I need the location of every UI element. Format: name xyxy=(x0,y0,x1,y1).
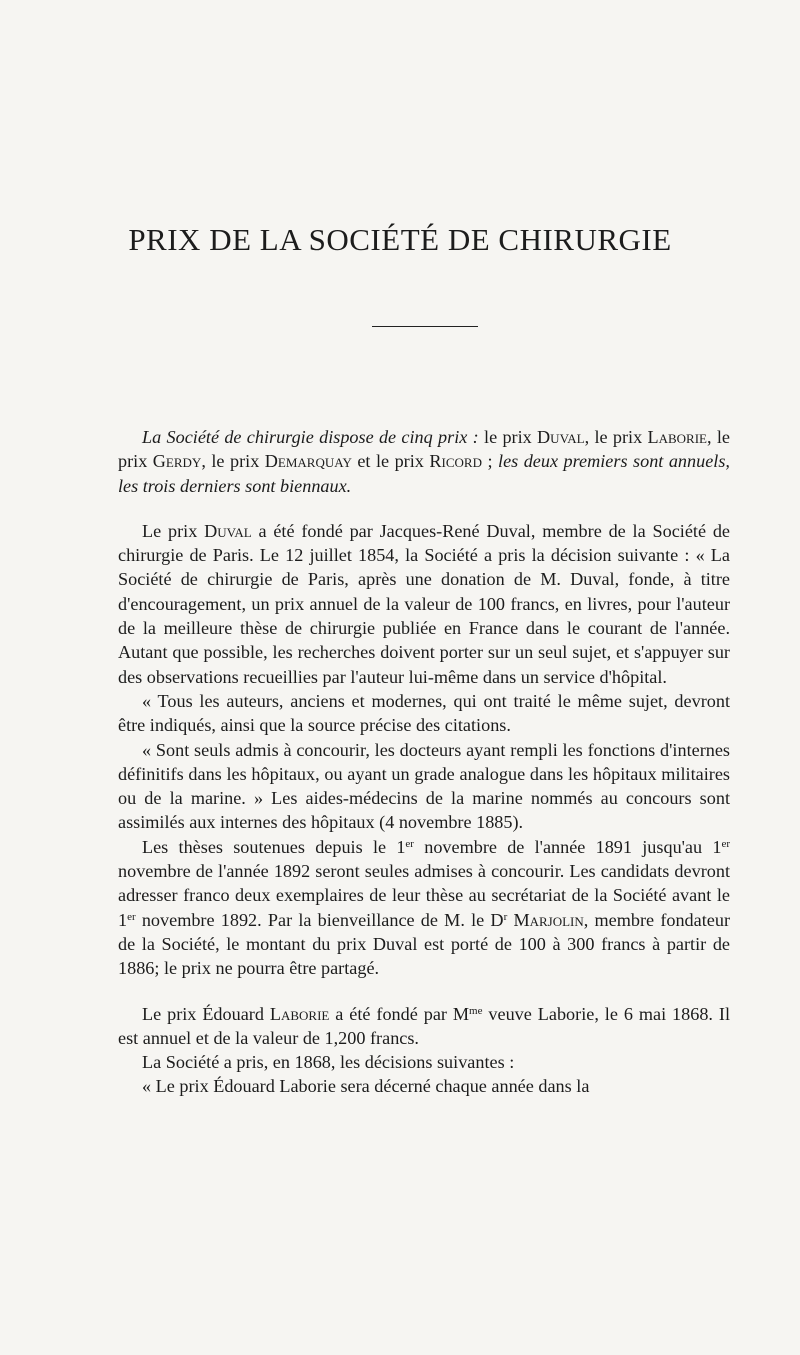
superscript: er xyxy=(721,837,730,850)
superscript: me xyxy=(469,1004,483,1017)
paragraph-text: novembre de l'année 1891 jusqu'au 1 xyxy=(413,836,722,857)
duval-paragraph-1 xyxy=(118,519,730,689)
intro-text: le prix xyxy=(484,427,538,447)
body-text xyxy=(118,425,730,1099)
intro-text: La Société de chirurgie dispose de cinq prix : xyxy=(142,427,485,447)
superscript: r xyxy=(503,910,508,923)
duval-paragraph-3: « Sont seuls admis à concourir, les docteurs ayant rempli les fonctions d'internes définitifs dans les hôpitaux, ou ayant un grade analogue dans les hôpitaux militaires ou de la marine. » Les aides-médecins de la marine nommés au concours sont assimilés aux internes des hôpitaux (4 novembre 1885). xyxy=(118,739,730,833)
laborie-paragraph-1 xyxy=(118,1002,730,1051)
intro-text: , le prix xyxy=(201,451,265,472)
paragraph-text: , membre fondateur de la Société, le montant du prix Duval est porté de 100 à 300 francs à partir de 1886; le prix ne pourra être partagé. xyxy=(118,909,731,979)
person-name-marjolin: Marjolin xyxy=(513,909,584,930)
intro-text: les deux premiers sont annuels, les trois derniers sont biennaux. xyxy=(118,451,730,496)
intro-text: , le prix xyxy=(118,427,730,472)
intro-text: , le prix xyxy=(584,427,648,447)
prize-name-duval: Duval xyxy=(537,427,585,447)
paragraph-text: Le prix Édouard xyxy=(142,1003,270,1024)
prize-name-ricord: Ricord xyxy=(429,451,482,472)
paragraph-text: novembre 1892. Par la bienveillance de M. le D xyxy=(135,909,504,930)
duval-paragraph-2: « Tous les auteurs, anciens et modernes, qui ont traité le même sujet, devront être indiqués, ainsi que la source précise des citations. xyxy=(118,690,730,736)
prize-name-demarquay: Demarquay xyxy=(264,451,352,472)
paragraph-text: Le prix xyxy=(142,520,205,541)
paragraph-text: Les thèses soutenues depuis le 1 xyxy=(142,836,406,857)
intro-paragraph xyxy=(118,425,730,498)
title-divider xyxy=(372,326,478,327)
laborie-paragraph-2: La Société a pris, en 1868, les décisions suivantes : xyxy=(142,1052,515,1073)
duval-paragraph-4 xyxy=(118,835,730,981)
paragraph-text: a été fondé par Jacques-René Duval, membre de la Société de chirurgie de Paris. Le 12 juillet 1854, la Société a pris la décision suivante : « La Société de chirurgie de Paris, après une donation de M. Duval, fonde, à titre d'encouragement, un prix annuel de la valeur de 100 francs, en livres, pour l'auteur de la meilleure thèse de chirurgie publiée en France dans le courant de l'année. Autant que possible, les recherches doivent porter sur un seul sujet, et s'appuyer sur des observations recueillies par l'auteur lui-même dans un service d'hôpital. xyxy=(118,520,730,687)
intro-text: et le prix xyxy=(351,451,430,472)
prize-name-duval: Duval xyxy=(204,520,252,541)
paragraph-text: veuve Laborie, le 6 mai 1868. Il est annuel et de la valeur de 1,200 francs. xyxy=(118,1003,730,1048)
paragraph-text: novembre de l'année 1892 seront seules admises à concourir. Les candidats devront adresser franco deux exemplaires de leur thèse au secrétariat de la Société avant le 1 xyxy=(118,861,730,930)
prize-name-gerdy: Gerdy xyxy=(152,451,202,472)
prize-name-laborie: Laborie xyxy=(269,1003,330,1024)
prize-name-laborie: Laborie xyxy=(647,427,707,447)
page-title: PRIX DE LA SOCIÉTÉ DE CHIRURGIE xyxy=(128,222,672,257)
laborie-paragraph-3: « Le prix Édouard Laborie sera décerné chaque année dans la xyxy=(142,1076,590,1097)
paragraph-text: a été fondé par M xyxy=(329,1003,470,1024)
superscript: er xyxy=(127,910,136,923)
superscript: er xyxy=(405,837,414,850)
intro-text: ; xyxy=(481,451,499,472)
